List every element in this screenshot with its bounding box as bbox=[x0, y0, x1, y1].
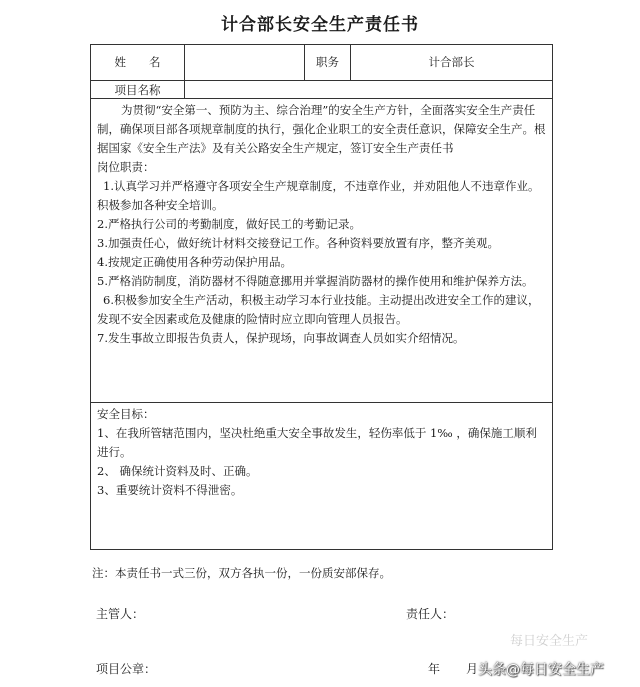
name-value-field[interactable] bbox=[185, 45, 305, 81]
project-seal-label: 项目公章： bbox=[96, 662, 157, 676]
document-title: 计合部长安全生产责任书 bbox=[221, 15, 419, 35]
watermark-faint: 每日安全生产 bbox=[510, 634, 589, 649]
name-label: 姓 名 bbox=[91, 45, 185, 81]
goal-item: 2、 确保统计资料及时、正确。 bbox=[97, 464, 258, 478]
duties-row bbox=[91, 99, 553, 403]
date-month-label: 月 bbox=[466, 662, 479, 676]
responsibility-form-table bbox=[90, 44, 553, 550]
goals-row bbox=[91, 403, 553, 550]
name-position-row bbox=[91, 45, 553, 81]
supervisor-signature-label: 主管人： bbox=[96, 607, 145, 621]
project-name-row bbox=[91, 81, 553, 99]
copies-note: 注：本责任书一式三份，双方各执一份，一份质安部保存。 bbox=[92, 566, 391, 580]
duty-item: 1.认真学习并严格遵守各项安全生产规章制度，不违章作业，并劝阻他人不违章作业。积极参加各种安全培训。 bbox=[97, 179, 540, 212]
position-value: 计合部长 bbox=[351, 45, 553, 81]
duty-item: 7.发生事故立即报告负责人，保护现场，向事故调查人员如实介绍情况。 bbox=[97, 331, 465, 345]
project-name-label: 项目名称 bbox=[91, 81, 185, 99]
position-label: 职务 bbox=[305, 45, 351, 81]
date-year-label: 年 bbox=[428, 662, 441, 676]
duty-item: 3.加强责任心，做好统计材料交接登记工作。各种资料要放置有序，整齐美观。 bbox=[97, 236, 499, 250]
duty-item: 4.按规定正确使用各种劳动保护用品。 bbox=[97, 255, 292, 269]
responsible-signature-label: 责任人： bbox=[406, 607, 455, 621]
goals-section bbox=[91, 403, 553, 550]
duties-intro: 为贯彻“安全第一、预防为主、综合治理”的安全生产方针，全面落实安全生产责任制，确保项目部各项规章制度的执行，强化企业职工的安全责任意识，保障安全生产。根据国家《安全生产法》及有关公路安全生产规定，签订安全生产责任书 bbox=[97, 103, 546, 155]
project-name-value-field[interactable] bbox=[185, 81, 553, 99]
goals-heading: 安全目标： bbox=[97, 407, 155, 421]
duty-item: 6.积极参加安全生产活动，积极主动学习本行业技能。主动提出改进安全工作的建议，发现不安全因素或危及健康的险情时应立即向管理人员报告。 bbox=[97, 293, 540, 326]
goal-item: 1、在我所管辖范围内，坚决杜绝重大安全事故发生，轻伤率低于 1‰ ，确保施工顺利进行。 bbox=[97, 426, 537, 459]
duties-heading: 岗位职责： bbox=[97, 160, 155, 174]
duty-item: 2.严格执行公司的考勤制度，做好民工的考勤记录。 bbox=[97, 217, 361, 231]
watermark-main: 头条@每日安全生产 bbox=[478, 662, 604, 678]
duties-section bbox=[91, 99, 553, 403]
goal-item: 3、重要统计资料不得泄密。 bbox=[97, 483, 243, 497]
duty-item: 5.严格消防制度，消防器材不得随意挪用并掌握消防器材的操作使用和维护保养方法。 bbox=[97, 274, 534, 288]
